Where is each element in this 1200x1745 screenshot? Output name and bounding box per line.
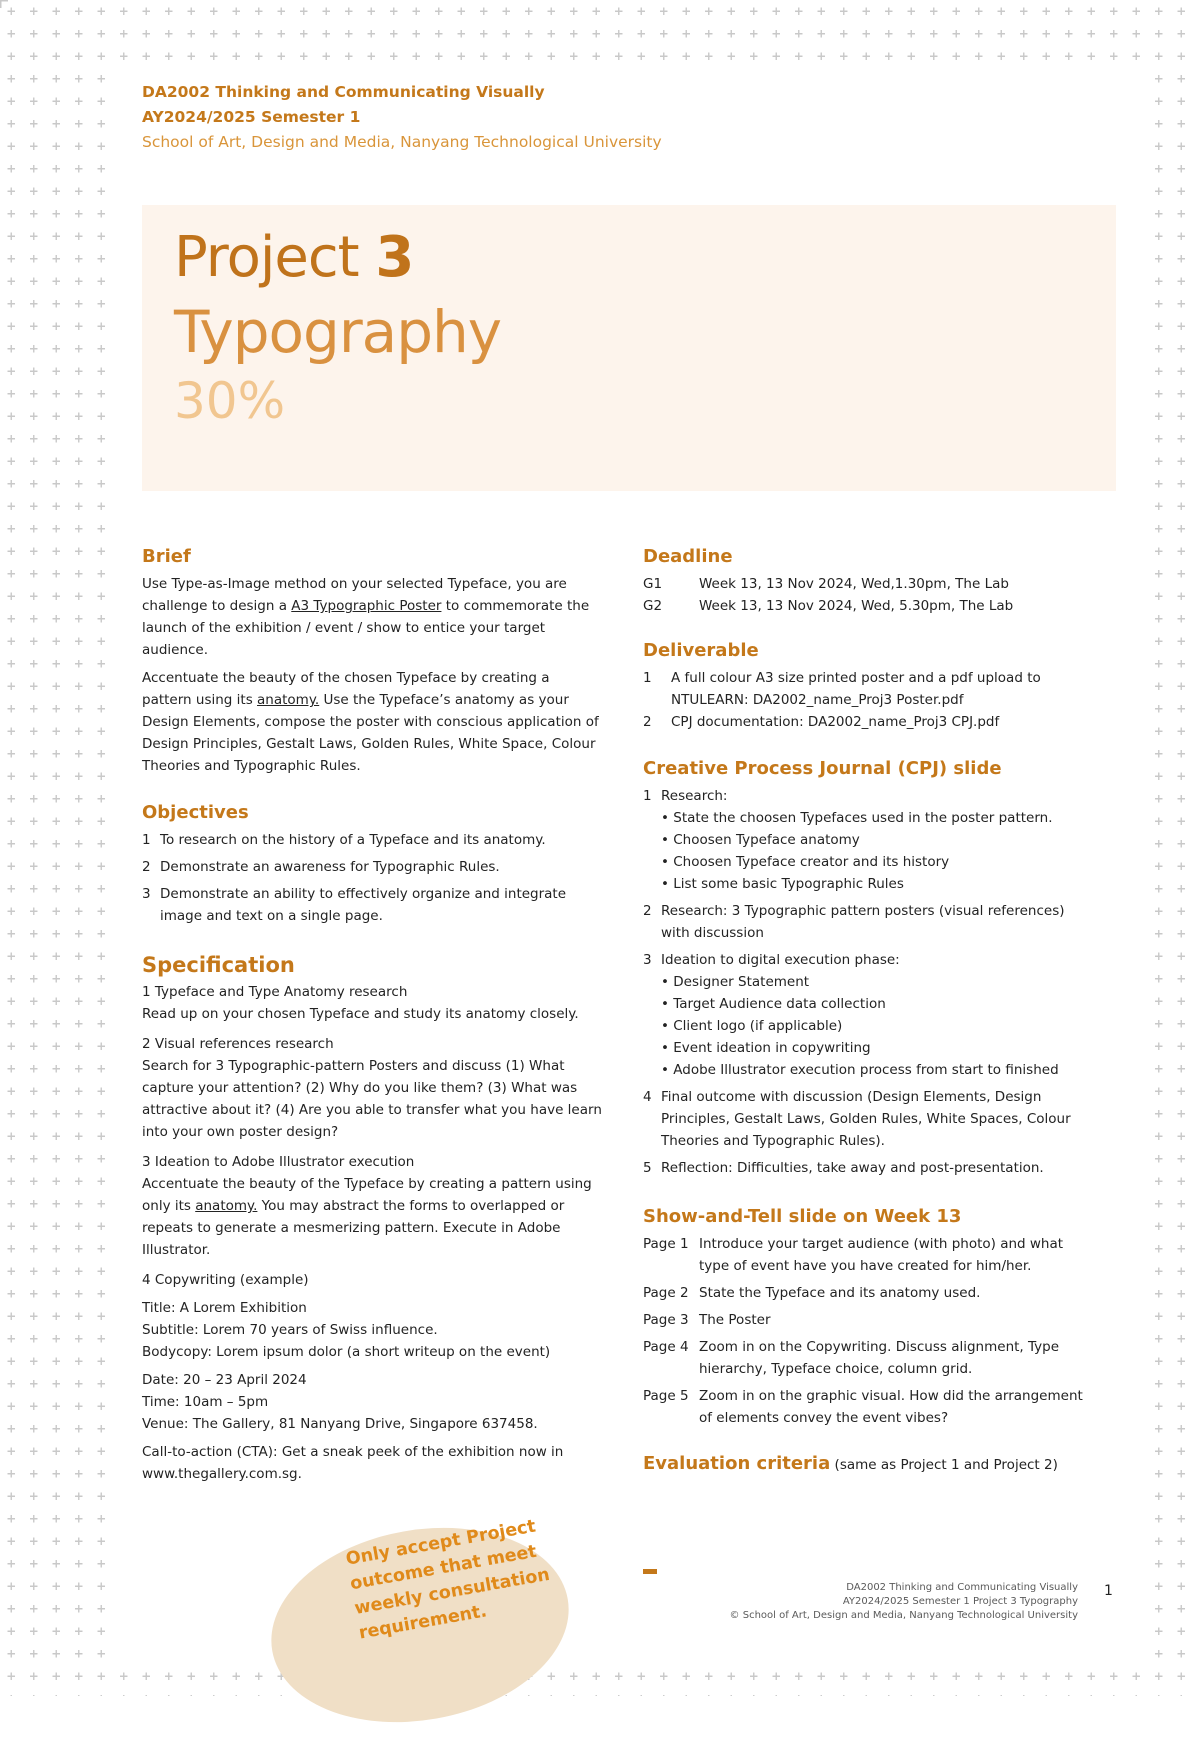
list-item: • Target Audience data collection: [661, 996, 886, 1012]
list-item: Page 3 The Poster: [643, 1312, 771, 1328]
project-title: Project 3: [174, 225, 414, 290]
brief-paragraph-1: Use Type-as-Image method on your selected Typeface, you are challenge to design a A3 Typographic Poster to commemorate the launch of the exhibition / event / show to entice your target audience.: [142, 576, 590, 658]
objectives-heading: Objectives: [142, 802, 249, 823]
cpj-list: [643, 785, 1093, 1179]
spec-3-heading: 3 Ideation to Adobe Illustrator execution: [142, 1154, 415, 1170]
cpj-heading: Creative Process Journal (CPJ) slide: [643, 758, 1002, 779]
list-item: • Event ideation in copywriting: [661, 1040, 871, 1056]
show-and-tell-list: [643, 1233, 1093, 1429]
list-item: 1 A full colour A3 size printed poster and a pdf upload to NTULEARN: DA2002_name_Proj3 Poster.pdf: [643, 670, 1041, 708]
left-column: [142, 545, 602, 1485]
course-title: DA2002 Thinking and Communicating Visually: [142, 83, 545, 101]
specification-heading: Specification: [142, 953, 295, 977]
spec-4-heading: 4 Copywriting (example): [142, 1272, 309, 1288]
objectives-list: [142, 829, 602, 927]
right-column: [643, 545, 1093, 1476]
list-item: G2 Week 13, 13 Nov 2024, Wed, 5.30pm, The Lab: [643, 598, 1014, 614]
list-item: Page 5 Zoom in on the graphic visual. How did the arrangement of elements convey the event vibes?: [643, 1388, 1083, 1426]
project-hero-banner: [142, 205, 1116, 491]
evaluation-accent-bar: [643, 1569, 657, 1574]
list-item: 1 To research on the history of a Typeface and its anatomy.: [142, 832, 546, 848]
spec-1-heading: 1 Typeface and Type Anatomy research: [142, 984, 408, 1000]
list-item: 5 Reflection: Difficulties, take away and post-presentation.: [643, 1160, 1044, 1176]
copy-venue: Venue: The Gallery, 81 Nanyang Drive, Singapore 637458.: [142, 1416, 538, 1432]
consultation-note: Only accept Project outcome that meet weekly consultation requirement.: [344, 1516, 552, 1644]
bullet-list: [643, 807, 1093, 895]
deadline-list: [643, 573, 1093, 617]
school-label: School of Art, Design and Media, Nanyang Technological University: [142, 133, 662, 151]
spec-2-body: Search for 3 Typographic-pattern Posters and discuss (1) What capture your attention? (2) Why do you like them? (3) What was attractive about it? (4) Are you able to transfer what you have learn into your own poster design?: [142, 1058, 602, 1140]
list-item: • Choosen Typeface anatomy: [661, 832, 860, 848]
deadline-heading: Deadline: [643, 546, 733, 567]
list-item: 3 Demonstrate an ability to effectively organize and integrate image and text on a single page.: [142, 886, 567, 924]
list-item: • List some basic Typographic Rules: [661, 876, 904, 892]
list-item: Page 4 Zoom in on the Copywriting. Discuss alignment, Type hierarchy, Typeface choice, column grid.: [643, 1339, 1060, 1377]
copy-date: Date: 20 – 23 April 2024: [142, 1372, 307, 1388]
spec-1-body: Read up on your chosen Typeface and study its anatomy closely.: [142, 1006, 579, 1022]
copy-cta: Call-to-action (CTA): Get a sneak peek of the exhibition now in www.thegallery.com.sg.: [142, 1444, 564, 1482]
show-and-tell-heading: Show-and-Tell slide on Week 13: [643, 1206, 962, 1227]
bullet-list: [643, 971, 1093, 1081]
copy-title: Title: A Lorem Exhibition: [142, 1300, 307, 1316]
deliverable-heading: Deliverable: [643, 640, 759, 661]
evaluation-heading: Evaluation criteria (same as Project 1 and Project 2): [643, 1453, 1058, 1474]
page-footer: DA2002 Thinking and Communicating Visually AY2024/2025 Semester 1 Project 3 Typography © School of Art, Design and Media, Nanyang Technological University: [729, 1582, 1078, 1621]
list-item: 2 CPJ documentation: DA2002_name_Proj3 CPJ.pdf: [643, 714, 1000, 730]
page-number: 1: [1104, 1583, 1113, 1599]
project-topic: Typography: [174, 298, 502, 366]
list-item: 3 Ideation to digital execution phase:: [643, 952, 900, 968]
spec-2-heading: 2 Visual references research: [142, 1036, 334, 1052]
list-item: G1 Week 13, 13 Nov 2024, Wed,1.30pm, The Lab: [643, 576, 1009, 592]
project-weight: 30%: [174, 372, 286, 430]
spec-3-body: Accentuate the beauty of the Typeface by creating a pattern using only its anatomy. You may abstract the forms to overlapped or repeats to generate a mesmerizing pattern. Execute in Adobe Illustrator.: [142, 1176, 592, 1258]
a3-poster-link: A3 Typographic Poster: [291, 598, 442, 614]
list-item: 2 Research: 3 Typographic pattern posters (visual references) with discussion: [643, 903, 1065, 941]
semester-label: AY2024/2025 Semester 1: [142, 108, 361, 126]
copy-subtitle: Subtitle: Lorem 70 years of Swiss influence.: [142, 1322, 438, 1338]
list-item: 4 Final outcome with discussion (Design Elements, Design Principles, Gestalt Laws, Golden Rules, White Spaces, Colour Theories and Typographic Rules).: [643, 1089, 1071, 1149]
list-item: • Adobe Illustrator execution process from start to finished: [661, 1062, 1059, 1078]
list-item: • State the choosen Typefaces used in the poster pattern.: [661, 810, 1053, 826]
list-item: Page 2 State the Typeface and its anatomy used.: [643, 1285, 981, 1301]
list-item: 2 Demonstrate an awareness for Typographic Rules.: [142, 859, 500, 875]
list-item: • Client logo (if applicable): [661, 1018, 843, 1034]
list-item: • Designer Statement: [661, 974, 810, 990]
deliverable-list: [643, 667, 1093, 733]
list-item: 1 Research:: [643, 788, 728, 804]
list-item: Page 1 Introduce your target audience (with photo) and what type of event have you have created for him/her.: [643, 1236, 1064, 1274]
list-item: • Choosen Typeface creator and its history: [661, 854, 950, 870]
brief-heading: Brief: [142, 546, 191, 567]
course-header: [142, 80, 662, 155]
copy-time: Time: 10am – 5pm: [142, 1394, 269, 1410]
copy-bodycopy: Bodycopy: Lorem ipsum dolor (a short writeup on the event): [142, 1344, 551, 1360]
brief-paragraph-2: Accentuate the beauty of the chosen Typeface by creating a pattern using its anatomy. Use the Typeface’s anatomy as your Design Elements, compose the poster with conscious application of Design Principles, Gestalt Laws, Golden Rules, White Space, Colour Theories and Typographic Rules.: [142, 670, 599, 774]
